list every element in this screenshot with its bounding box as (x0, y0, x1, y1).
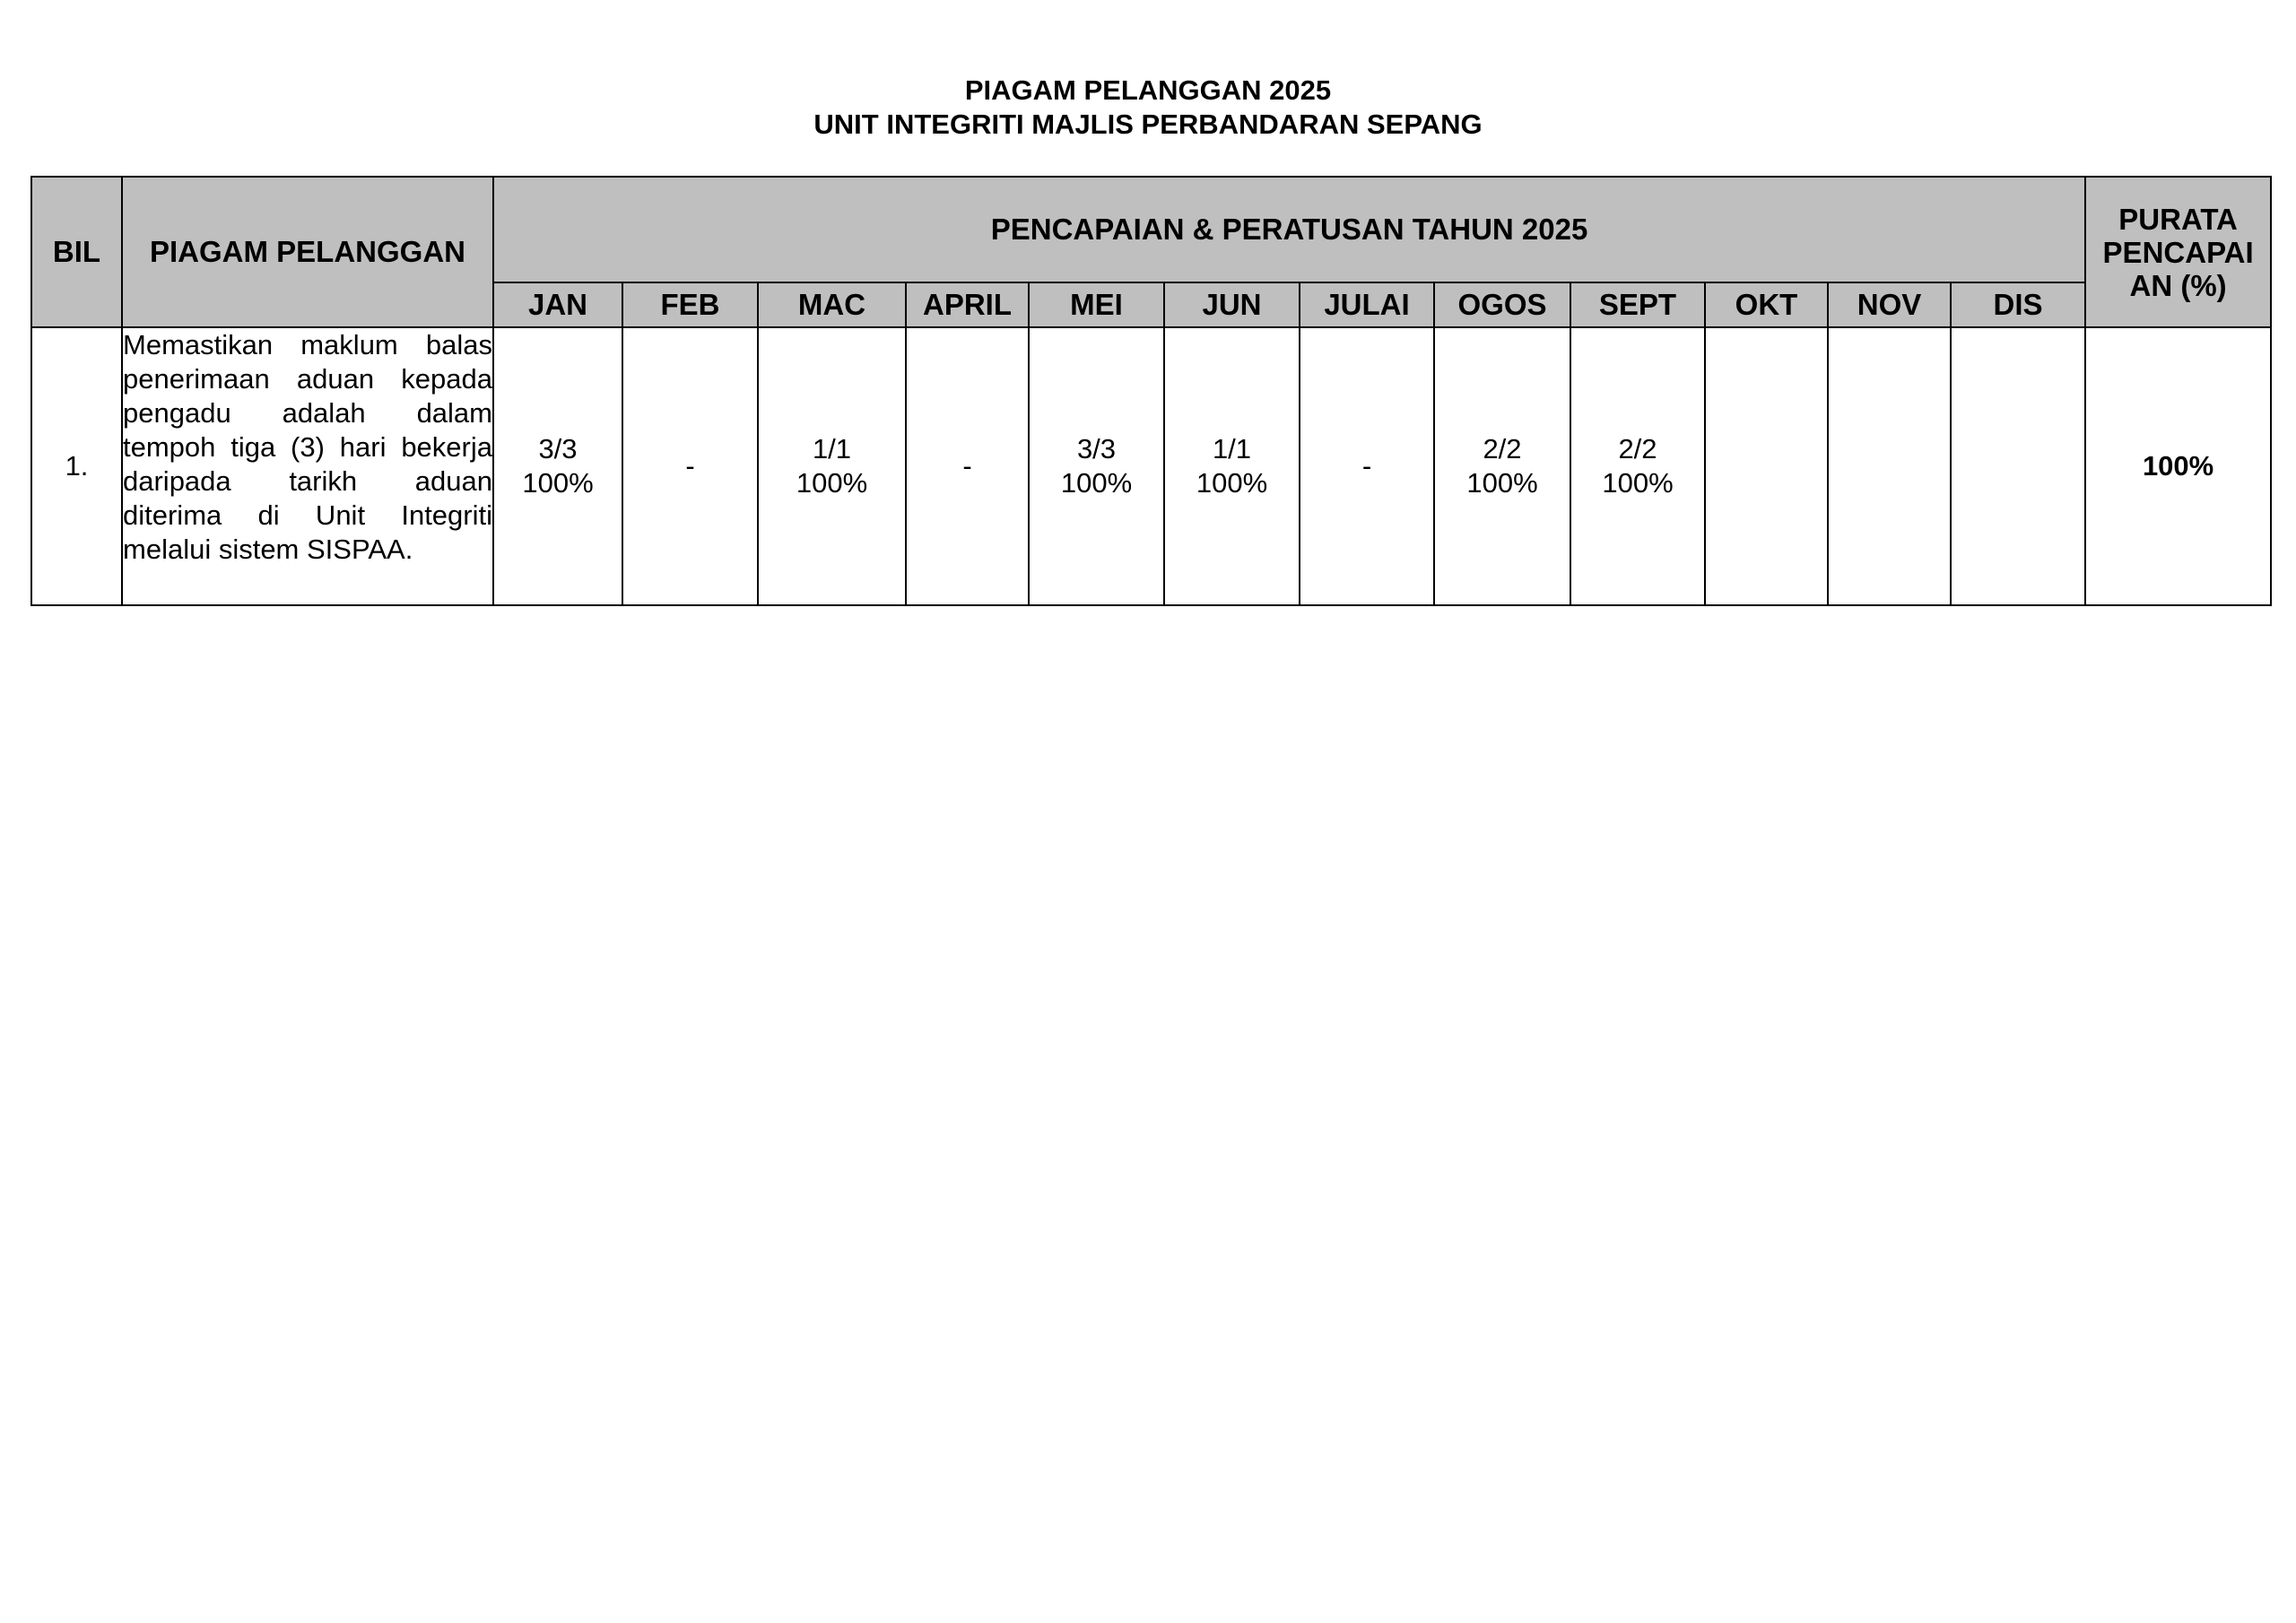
cell-mei-ratio: 3/3 (1076, 433, 1117, 464)
header-month-jun: JUN (1164, 282, 1300, 327)
cell-mac-ratio: 1/1 (812, 433, 852, 464)
charter-table (30, 176, 2272, 606)
cell-mac (758, 327, 906, 605)
cell-april-ratio: - (962, 450, 972, 482)
cell-mac-percent: 100% (796, 467, 868, 499)
cell-jun-percent: 100% (1196, 467, 1268, 499)
row-average: 100% (2085, 327, 2271, 605)
cell-julai-ratio: - (1361, 450, 1372, 482)
cell-feb-ratio: - (685, 450, 695, 482)
header-month-mei: MEI (1029, 282, 1164, 327)
cell-feb (622, 327, 758, 605)
cell-julai (1300, 327, 1434, 605)
cell-jun (1164, 327, 1300, 605)
cell-april (906, 327, 1029, 605)
header-group-achievement: PENCAPAIAN & PERATUSAN TAHUN 2025 (493, 177, 2085, 282)
cell-jun-ratio: 1/1 (1212, 433, 1252, 464)
cell-dis (1951, 327, 2085, 605)
cell-ogos (1434, 327, 1570, 605)
cell-mei (1029, 327, 1164, 605)
title-line-1: PIAGAM PELANGGAN 2025 (964, 74, 1332, 106)
header-month-okt: OKT (1705, 282, 1828, 327)
cell-mei-percent: 100% (1060, 467, 1133, 499)
header-month-julai: JULAI (1300, 282, 1434, 327)
header-month-sept: SEPT (1570, 282, 1705, 327)
header-bil: BIL (31, 177, 122, 327)
cell-okt (1705, 327, 1828, 605)
document-title (0, 74, 2296, 142)
header-average: PURATA PENCAPAI AN (%) (2085, 177, 2271, 327)
cell-nov (1828, 327, 1951, 605)
cell-ogos-ratio: 2/2 (1483, 433, 1522, 464)
header-month-april: APRIL (906, 282, 1029, 327)
cell-sept-ratio: 2/2 (1618, 433, 1657, 464)
header-month-feb: FEB (622, 282, 758, 327)
cell-jan (493, 327, 622, 605)
cell-sept (1570, 327, 1705, 605)
row-number: 1. (31, 327, 122, 605)
header-month-jan: JAN (493, 282, 622, 327)
cell-ogos-percent: 100% (1466, 467, 1538, 499)
header-row-top (31, 177, 2271, 282)
header-month-ogos: OGOS (1434, 282, 1570, 327)
table-row (31, 327, 2271, 605)
header-month-dis: DIS (1951, 282, 2085, 327)
cell-jan-ratio: 3/3 (538, 433, 578, 464)
header-piagam: PIAGAM PELANGGAN (122, 177, 493, 327)
title-line-2: UNIT INTEGRITI MAJLIS PERBANDARAN SEPANG (813, 108, 1483, 140)
row-description: Memastikan maklum balas penerimaan aduan kepada pengadu adalah dalam tempoh tiga (3) hari bekerja daripada tarikh aduan diterima di Unit Integriti melalui sistem SISPAA. (122, 327, 493, 605)
header-month-mac: MAC (758, 282, 906, 327)
header-month-nov: NOV (1828, 282, 1951, 327)
cell-jan-percent: 100% (522, 467, 594, 499)
cell-sept-percent: 100% (1602, 467, 1674, 499)
